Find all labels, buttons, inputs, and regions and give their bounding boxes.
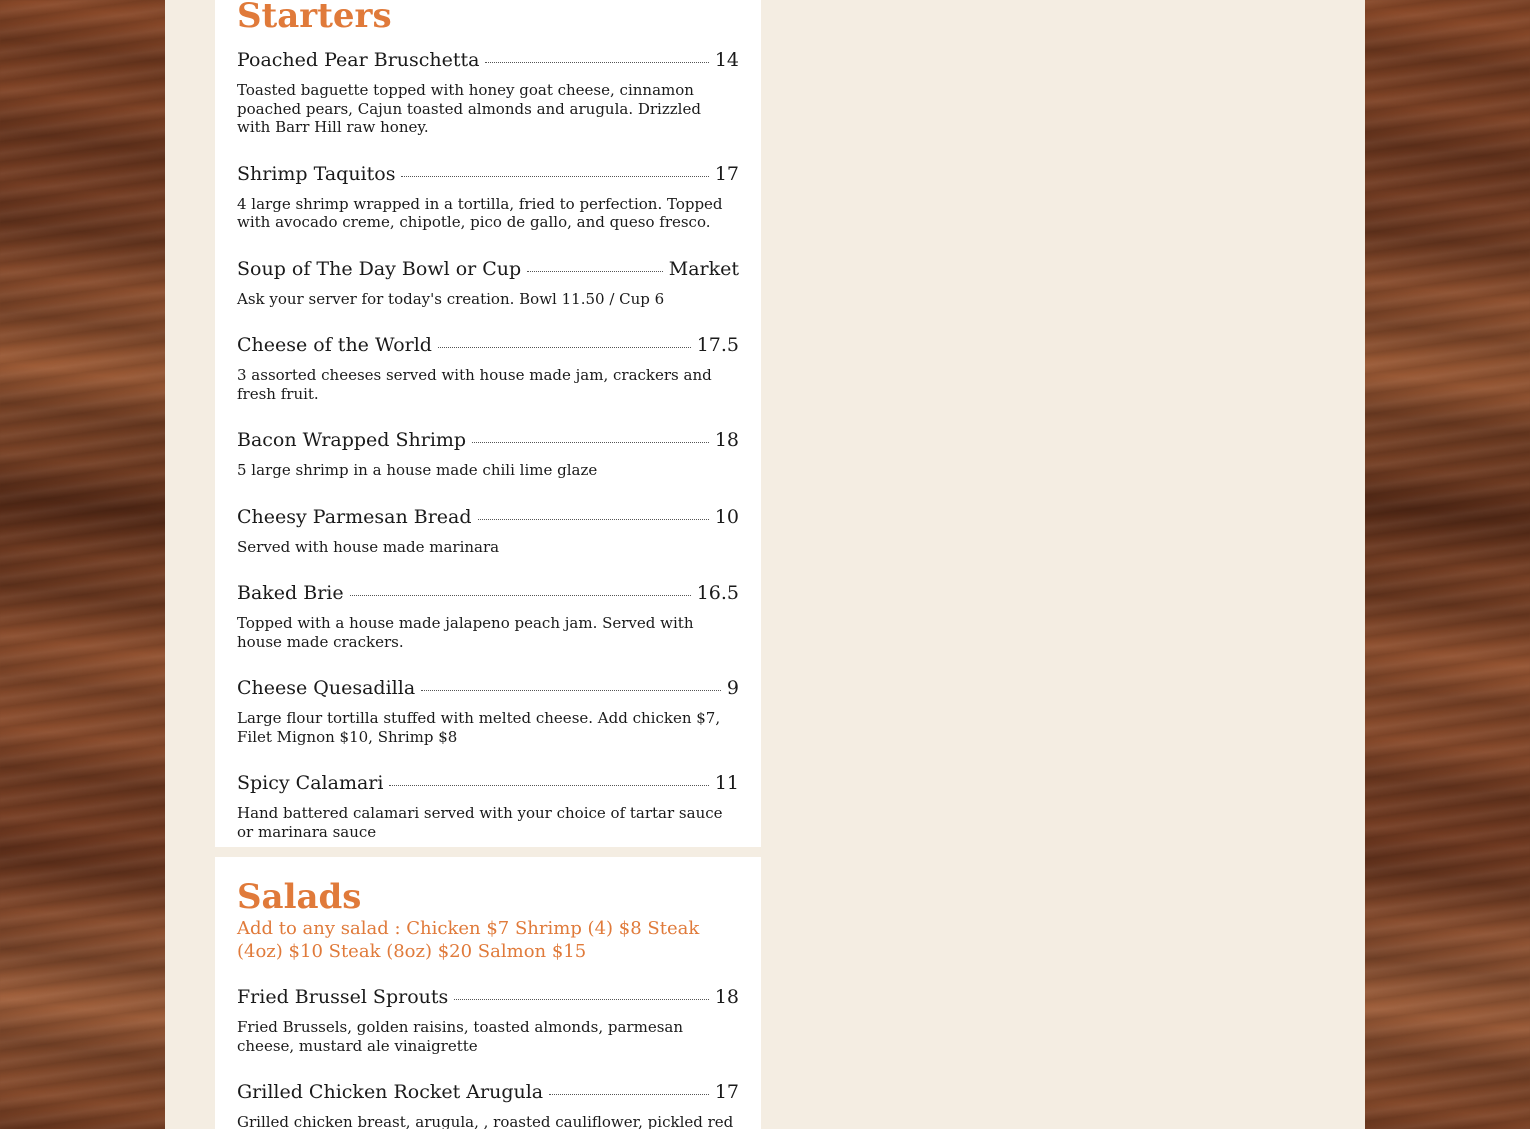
salads-title: Salads [237, 877, 362, 917]
item-name: Poached Pear Bruschetta [237, 49, 480, 71]
dot-leader [401, 176, 708, 177]
item-description: Hand battered calamari served with your choice of tartar sauce or marinara sauce [237, 804, 723, 841]
item-price: 10 [714, 505, 739, 528]
dot-leader [389, 785, 708, 786]
menu-item [237, 160, 739, 232]
item-name: Soup of The Day Bowl or Cup [237, 257, 522, 280]
item-name: Cheese of the World [237, 334, 432, 356]
dot-leader [549, 1094, 709, 1095]
item-name: Grilled Chicken Rocket Arugula [237, 1081, 544, 1103]
item-description: 3 assorted cheeses served with house made jam, crackers and fresh fruit. [237, 366, 712, 403]
item-price: 18 [714, 429, 739, 451]
item-name: Spicy Calamari [237, 772, 384, 794]
menu-item [237, 46, 739, 137]
menu-item [237, 983, 739, 1055]
menu-item [237, 426, 739, 480]
dot-leader [438, 347, 691, 348]
item-price: 11 [714, 772, 739, 794]
item-description: Served with house made marinara [237, 537, 500, 556]
dot-leader [421, 690, 721, 691]
item-price: 17 [714, 1081, 739, 1103]
item-name: Shrimp Taquitos [237, 162, 396, 185]
menu-item [237, 769, 739, 841]
menu-page [165, 0, 1365, 1129]
item-description: 4 large shrimp wrapped in a tortilla, fried to perfection. Topped with avocado creme, chipotle, pico de gallo, and queso fresco. [237, 194, 723, 231]
menu-item [237, 579, 739, 651]
item-description: 5 large shrimp in a house made chili lime glaze [237, 461, 598, 479]
item-description: Grilled chicken breast, arugula, , roasted cauliflower, pickled red [237, 1113, 734, 1129]
item-description: Fried Brussels, golden raisins, toasted almonds, parmesan cheese, mustard ale vinaigrette [237, 1018, 684, 1055]
item-name: Cheese Quesadilla [237, 677, 416, 699]
menu-item [237, 255, 739, 309]
item-description: Toasted baguette topped with honey goat cheese, cinnamon poached pears, Cajun toasted almonds and arugula. Drizzled with Barr Hill raw honey. [237, 81, 701, 136]
item-description: Topped with a house made jalapeno peach jam. Served with house made crackers. [237, 614, 694, 651]
menu-item [237, 503, 739, 557]
dot-leader [485, 62, 708, 63]
salads-section [215, 857, 761, 1129]
starters-section [215, 0, 761, 847]
dot-leader [472, 442, 709, 443]
item-description: Ask your server for today's creation. Bowl 11.50 / Cup 6 [237, 289, 665, 308]
item-price: 17.5 [696, 334, 739, 356]
starters-title: Starters [237, 0, 392, 36]
item-name: Bacon Wrapped Shrimp [237, 429, 467, 451]
item-price: 17 [714, 162, 739, 185]
dot-leader [350, 595, 691, 596]
item-name: Fried Brussel Sprouts [237, 986, 449, 1008]
menu-item [237, 674, 739, 746]
item-description: Large flour tortilla stuffed with melted cheese. Add chicken $7, Filet Mignon $10, Shrimp $8 [237, 709, 721, 746]
item-price: 18 [714, 986, 739, 1008]
salads-addon-note: Add to any salad : Chicken $7 Shrimp (4) $8 Steak (4oz) $10 Steak (8oz) $20 Salmon $15 [237, 918, 700, 962]
item-name: Cheesy Parmesan Bread [237, 505, 472, 528]
item-name: Baked Brie [237, 582, 344, 604]
dot-leader [527, 271, 663, 272]
item-price: Market [668, 257, 739, 280]
dot-leader [454, 999, 709, 1000]
dot-leader [478, 519, 709, 520]
menu-item [237, 331, 739, 403]
menu-item [237, 1078, 739, 1129]
item-price: 14 [714, 49, 739, 71]
item-price: 9 [726, 677, 739, 699]
item-price: 16.5 [696, 582, 739, 604]
